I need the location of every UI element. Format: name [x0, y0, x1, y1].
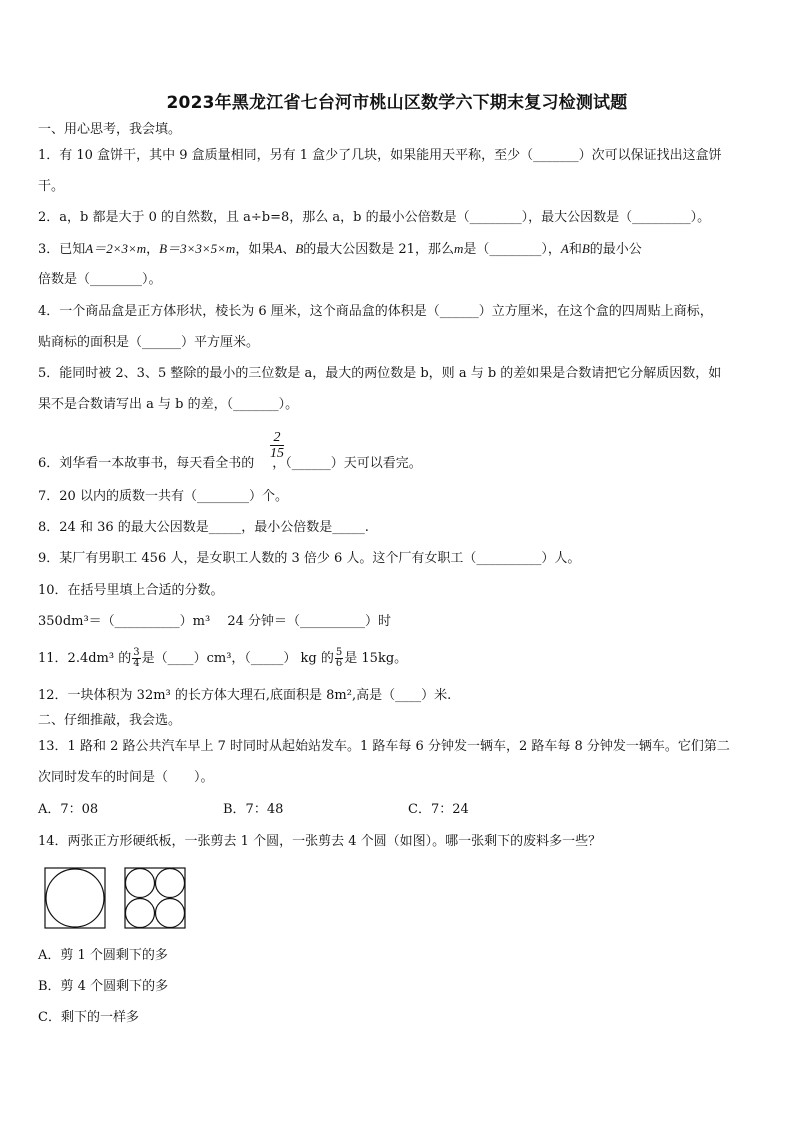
question-11 — [38, 648, 762, 669]
question-3-line-2: 倍数是（________）。 — [38, 272, 162, 287]
q11-text: 是 15kg。 — [344, 651, 408, 666]
square-with-four-circles — [125, 868, 185, 928]
q3-var-a: A — [274, 241, 283, 256]
question-5-line-2: 果不是合数请写出 a 与 b 的差，（_______）。 — [38, 397, 299, 412]
q3-text: 、 — [282, 242, 296, 257]
q3-text: ，如果 — [235, 242, 275, 257]
question-4-line-1: 4．一个商品盒是正方体形状，棱长为 6 厘米，这个商品盒的体积是（______）立方厘米，在这个盒的四周贴上商标， — [38, 304, 713, 319]
question-14-option-a: A．剪 1 个圆剩下的多 — [38, 948, 168, 963]
q11-f1-denominator: 4 — [133, 658, 140, 669]
question-4-line-2: 贴商标的面积是（______）平方厘米。 — [38, 335, 260, 350]
q3-var-a: A — [560, 241, 569, 256]
option-b: B．7：48 — [223, 802, 284, 817]
question-1-line-2: 干。 — [38, 179, 65, 194]
q6-fraction-numerator: 2 — [270, 430, 284, 446]
question-12: 12．一块体积为 32m³ 的长方体大理石,底面积是 8m²,高是（____）米. — [38, 688, 452, 703]
q3-text: 是（________）， — [463, 242, 561, 257]
cut-circles-figure — [44, 866, 189, 930]
q3-formula-a: A＝2×3×m — [85, 241, 147, 256]
question-5-line-1: 5．能同时被 2、3、5 整除的最小的三位数是 a，最大的两位数是 b，则 a 与 b 的差如果是合数请把它分解质因数，如 — [38, 366, 722, 381]
q3-var-b: B — [295, 241, 304, 256]
question-14-option-c: C．剩下的一样多 — [38, 1010, 139, 1025]
q6-text: ，（______）天可以看完。 — [272, 456, 422, 471]
q6-fraction-denominator: 15 — [270, 446, 284, 461]
question-6 — [38, 454, 762, 474]
question-7: 7．20 以内的质数一共有（________）个。 — [38, 489, 288, 504]
square-with-one-circle — [45, 868, 105, 928]
q3-text: 的最小公 — [589, 242, 642, 257]
q3-text: 的最大公因数是 21，那么 — [303, 242, 454, 257]
q11-f1-numerator: 3 — [133, 647, 140, 658]
question-10: 10．在括号里填上合适的分数。 — [38, 583, 224, 598]
q3-text: 3．已知 — [38, 242, 86, 257]
question-8: 8．24 和 36 的最大公因数是_____，最小公倍数是_____. — [38, 520, 369, 535]
question-14: 14．两张正方形硬纸板，一张剪去 1 个圆，一张剪去 4 个圆（如图）。哪一张剩下的废料多一些？ — [38, 834, 602, 849]
question-2: 2．a，b 都是大于 0 的自然数，且 a÷b=8，那么 a，b 的最小公倍数是（________），最大公因数是（_________）。 — [38, 210, 711, 225]
q11-fraction-2 — [335, 648, 343, 669]
question-13-options — [38, 800, 762, 820]
section-heading-2: 二、仔细推敲，我会选。 — [38, 713, 182, 728]
q3-var-b: B — [581, 241, 590, 256]
question-14-option-b: B．剪 4 个圆剩下的多 — [38, 979, 169, 994]
q6-text: 6．刘华看一本故事书，每天看全书的 — [38, 456, 255, 471]
question-13-line-2: 次同时发车的时间是（ ）。 — [38, 770, 214, 785]
q3-text: ， — [146, 242, 160, 257]
page-title: 2023年黑龙江省七台河市桃山区数学六下期末复习检测试题 — [166, 93, 628, 113]
q11-f2-numerator: 5 — [335, 647, 343, 658]
q3-text: 和 — [568, 242, 582, 257]
question-13-line-1: 13．1 路和 2 路公共汽车早上 7 时同时从起始站发车。1 路车每 6 分钟发一辆车，2 路车每 8 分钟发一辆车。它们第二 — [38, 739, 730, 754]
q11-text: 11．2.4dm³ 的 — [38, 651, 132, 666]
q11-fraction-1 — [132, 648, 140, 669]
option-a: A．7：08 — [38, 802, 99, 817]
q11-text: 是（____）cm³，（_____） kg 的 — [141, 651, 334, 666]
q11-f2-denominator: 6 — [335, 658, 343, 669]
section-heading-1: 一、用心思考，我会填。 — [38, 122, 182, 137]
question-10-items: 350dm³＝（__________）m³ 24 分钟＝（__________）时 — [38, 614, 392, 629]
question-9: 9．某厂有男职工 456 人，是女职工人数的 3 倍少 6 人。这个厂有女职工（__________）人。 — [38, 551, 581, 566]
q3-formula-b: B＝3×3×5×m — [159, 241, 236, 256]
question-3-line-1 — [38, 239, 762, 260]
option-c: C．7：24 — [408, 802, 469, 817]
q3-var-m: m — [453, 241, 464, 256]
question-1-line-1: 1．有 10 盒饼干，其中 9 盒质量相同，另有 1 盒少了几块，如果能用天平称，至少（_______）次可以保证找出这盒饼 — [38, 148, 722, 163]
